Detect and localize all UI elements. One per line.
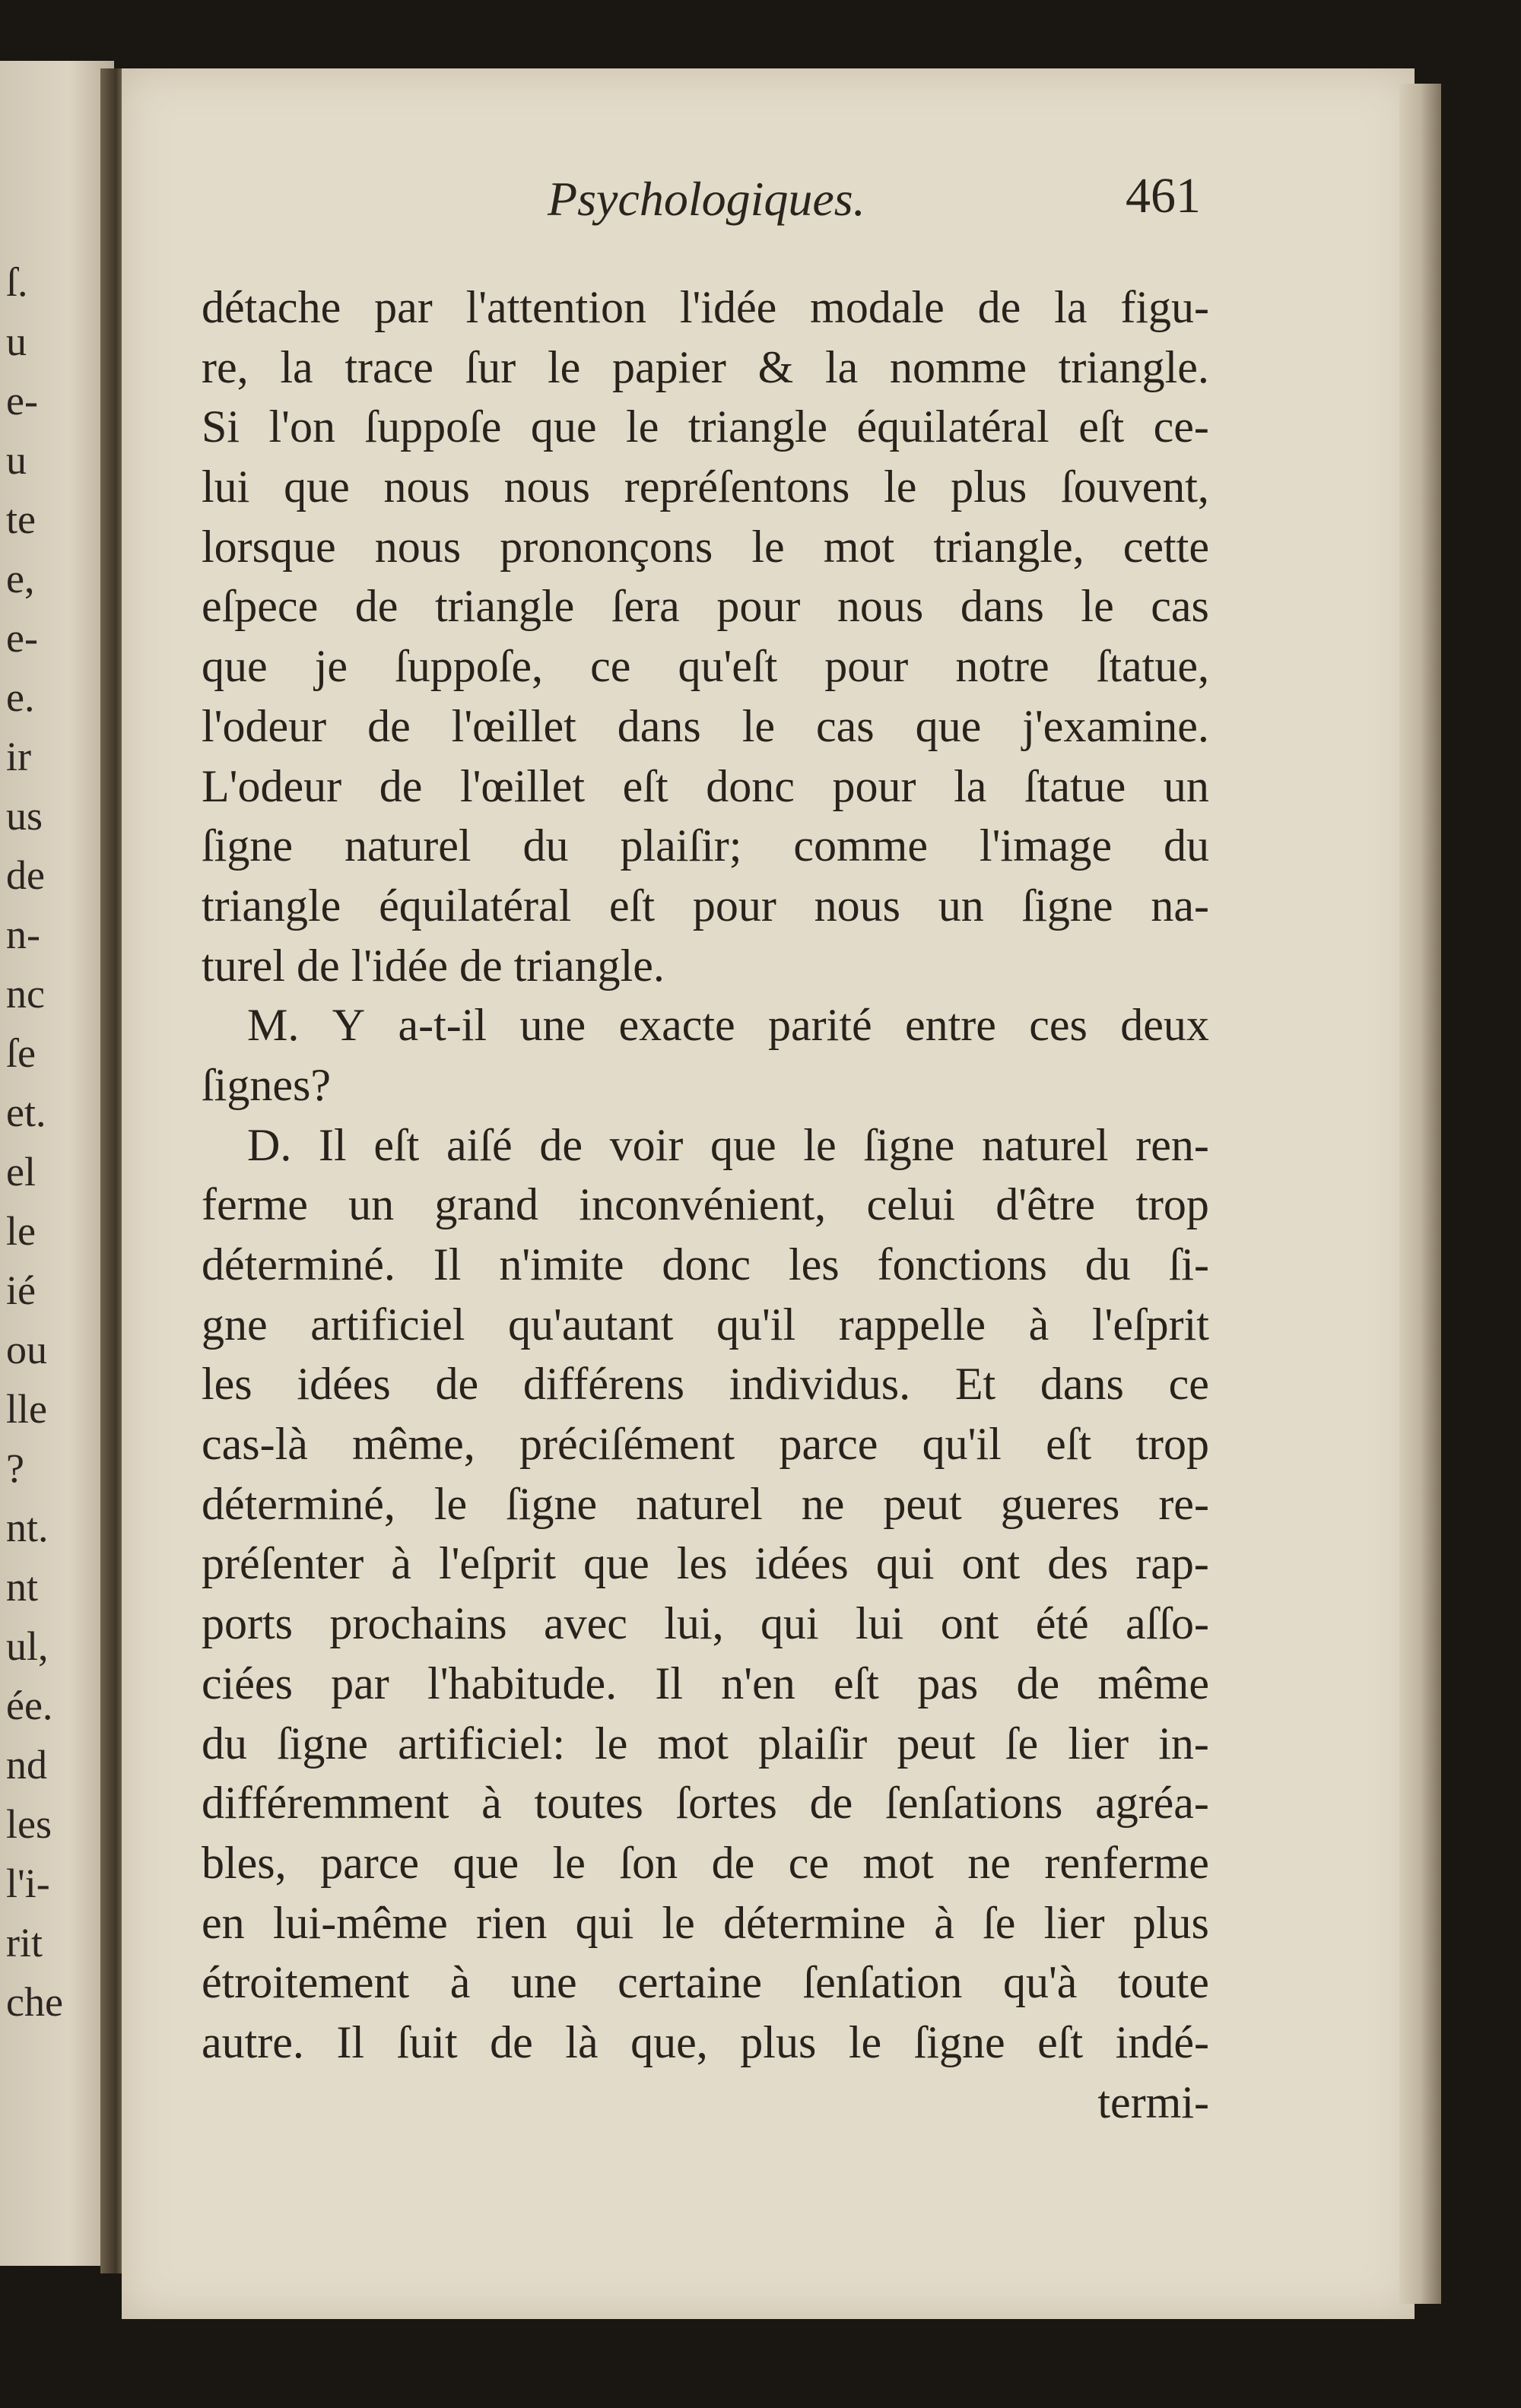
text-line: autre. Il ſuit de là que, plus le ſigne eſt indé-	[202, 2016, 1209, 2067]
text-line: que je ſuppoſe, ce qu'eſt pour notre ſtatue,	[202, 641, 1209, 692]
left-page-fragment: ſ.	[6, 259, 28, 305]
text-line: ſignes?	[202, 1059, 331, 1110]
left-page-fragment: e.	[6, 674, 35, 720]
left-page-fragment: l'i-	[6, 1861, 50, 1906]
left-page-fragment: ul,	[6, 1623, 49, 1669]
left-page-fragment: n-	[6, 912, 40, 957]
text-line: re, la trace ſur le papier & la nomme triangle.	[202, 341, 1209, 392]
text-line: ciées par l'habitude. Il n'en eſt pas de même	[202, 1658, 1209, 1708]
left-page-fragment: et.	[6, 1090, 46, 1135]
left-page-fragment: ?	[6, 1445, 24, 1491]
left-page-fragment: le	[6, 1208, 36, 1254]
text-line: eſpece de triangle ſera pour nous dans le cas	[202, 581, 1209, 632]
text-line: détache par l'attention l'idée modale de la figu-	[202, 282, 1209, 332]
text-line: du ſigne artificiel: le mot plaiſir peut ſe lier in-	[202, 1718, 1209, 1769]
left-page-fragment: nt	[6, 1564, 39, 1610]
left-page-fragment: el	[6, 1149, 36, 1194]
text-line: ſigne naturel du plaiſir; comme l'image du	[202, 820, 1209, 871]
left-page-fragment: les	[6, 1801, 52, 1847]
left-page-fragment: ir	[6, 734, 31, 779]
text-line: L'odeur de l'œillet eſt donc pour la ſtatue un	[202, 760, 1209, 811]
text-line: ferme un grand inconvénient, celui d'être trop	[202, 1179, 1209, 1230]
text-line: cas-là même, préciſément parce qu'il eſt trop	[202, 1419, 1209, 1470]
left-page-fragment: e-	[6, 615, 38, 661]
text-line: l'odeur de l'œillet dans le cas que j'examine.	[202, 700, 1209, 751]
left-page-fragment: lle	[6, 1386, 47, 1432]
left-page-fragment: e-	[6, 378, 38, 424]
left-page-fragment: u	[6, 437, 27, 483]
page-number: 461	[1126, 168, 1201, 224]
left-page-fragment: ié	[6, 1267, 36, 1313]
left-page-fragment: de	[6, 852, 45, 898]
left-page-fragment: ée.	[6, 1683, 53, 1728]
running-title: Psychologiques.	[548, 172, 865, 226]
left-page-fragment: ſe	[6, 1030, 36, 1076]
text-line: lorsque nous prononçons le mot triangle, cette	[202, 521, 1209, 572]
text-line: préſenter à l'eſprit que les idées qui ont des rap-	[202, 1538, 1209, 1589]
text-line: M. Y a-t-il une exacte parité entre ces deux	[247, 1000, 1209, 1051]
left-page-fragment: nc	[6, 971, 45, 1017]
text-line: Si l'on ſuppoſe que le triangle équilatéral eſt ce-	[202, 401, 1209, 452]
left-page-fragment: u	[6, 319, 27, 364]
text-line: lui que nous nous repréſentons le plus ſouvent,	[202, 462, 1209, 512]
page-body-text	[202, 278, 1209, 2132]
left-page-fragment: ou	[6, 1327, 47, 1372]
text-line: déterminé. Il n'imite donc les fonctions du ſi-	[202, 1239, 1209, 1290]
left-page-fragment: e,	[6, 556, 35, 601]
text-line: ports prochains avec lui, qui lui ont été aſſo-	[202, 1598, 1209, 1649]
text-line: turel de l'idée de triangle.	[202, 940, 665, 991]
left-page-fragment: nd	[6, 1742, 47, 1788]
text-line: triangle équilatéral eſt pour nous un ſigne na-	[202, 880, 1209, 931]
text-line: D. Il eſt aiſé de voir que le ſigne naturel ren-	[247, 1119, 1209, 1170]
text-line: différemment à toutes ſortes de ſenſations agréa-	[202, 1778, 1209, 1829]
left-page-fragment: te	[6, 497, 36, 542]
text-line: bles, parce que le ſon de ce mot ne renferme	[202, 1837, 1209, 1888]
text-line: étroitement à une certaine ſenſation qu'à toute	[202, 1957, 1209, 2008]
catchword: termi-	[1097, 2076, 1209, 2127]
left-page-fragment: nt.	[6, 1505, 49, 1550]
text-line: les idées de différens individus. Et dans ce	[202, 1359, 1209, 1410]
text-line: déterminé, le ſigne naturel ne peut gueres re-	[202, 1478, 1209, 1529]
left-page-fragment: rit	[6, 1920, 43, 1965]
page-edge	[1399, 84, 1441, 2304]
left-page-fragment: che	[6, 1979, 63, 2025]
left-page-margin	[0, 61, 114, 2266]
text-line: gne artificiel qu'autant qu'il rappelle à l'eſprit	[202, 1299, 1209, 1350]
text-line: en lui-même rien qui le détermine à ſe lier plus	[202, 1897, 1209, 1948]
left-page-fragment: us	[6, 793, 43, 839]
